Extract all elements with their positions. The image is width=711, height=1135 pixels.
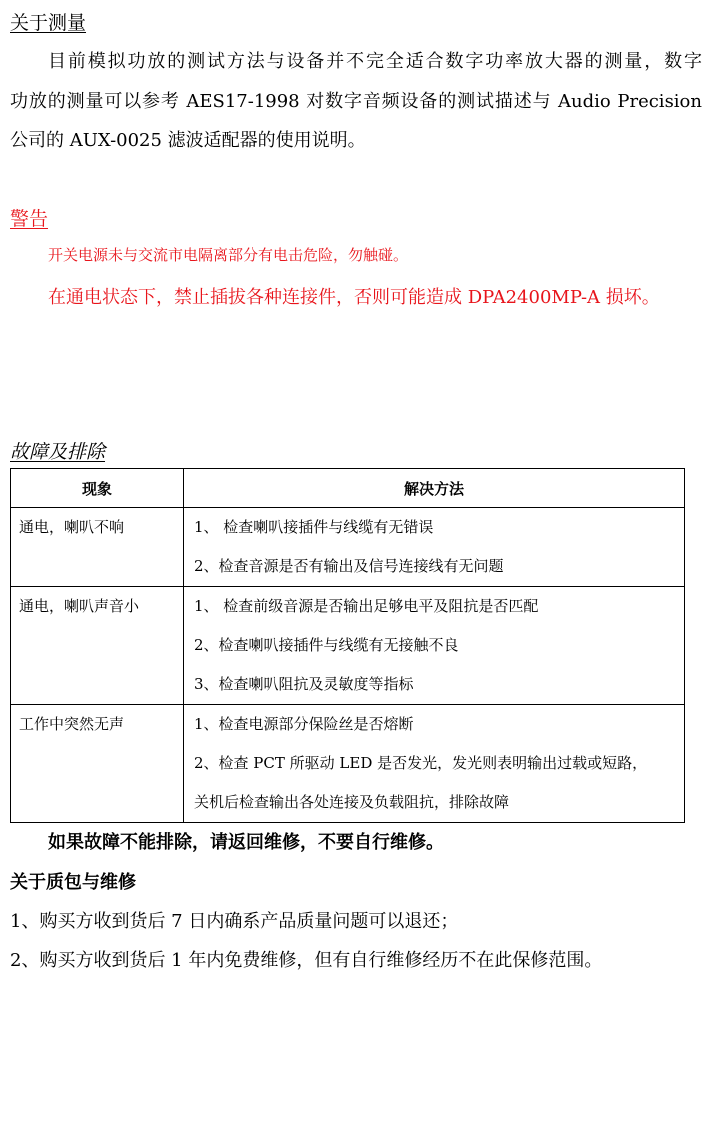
column-header-solution: 解决方法	[184, 469, 685, 508]
warranty-heading: 关于质包与维修	[10, 872, 136, 893]
table-row	[11, 705, 685, 823]
solution-line: 关机后检查输出各处连接及负载阻抗，排除故障	[194, 793, 510, 811]
solution-cell	[184, 508, 685, 587]
symptom-cell: 工作中突然无声	[11, 705, 184, 823]
warning-line-1: 开关电源未与交流市电隔离部分有电击危险，勿触碰。	[48, 246, 409, 264]
solution-line: 1、 检查喇叭接插件与线缆有无错误	[194, 518, 434, 536]
solution-line: 2、检查喇叭接插件与线缆有无接触不良	[194, 636, 459, 654]
solution-cell	[184, 587, 685, 705]
repair-note: 如果故障不能排除，请返回维修，不要自行维修。	[48, 832, 444, 853]
about-measurement-line-1: 目前模拟功放的测试方法与设备并不完全适合数字功率放大器的测量，数字	[48, 51, 702, 72]
warning-line-2: 在通电状态下，禁止插拔各种连接件，否则可能造成 DPA2400MP-A 损坏。	[48, 287, 660, 308]
solution-line: 2、检查音源是否有输出及信号连接线有无问题	[194, 557, 504, 575]
warning-heading: 警告	[10, 208, 49, 230]
solution-line: 2、检查 PCT 所驱动 LED 是否发光，发光则表明输出过载或短路，	[194, 754, 648, 772]
troubleshooting-heading: 故障及排除	[10, 441, 106, 463]
warranty-item-1: 1、购买方收到货后 7 日内确系产品质量问题可以退还；	[10, 911, 459, 932]
solution-cell	[184, 705, 685, 823]
solution-line: 1、 检查前级音源是否输出足够电平及阻抗是否匹配	[194, 597, 539, 615]
about-measurement-heading: 关于测量	[10, 12, 87, 34]
table-row	[11, 508, 685, 587]
warranty-item-2: 2、购买方收到货后 1 年内免费维修，但有自行维修经历不在此保修范围。	[10, 950, 603, 971]
table-header-row	[11, 469, 685, 508]
solution-line: 1、检查电源部分保险丝是否熔断	[194, 715, 414, 733]
symptom-cell: 通电，喇叭不响	[11, 508, 184, 587]
symptom-cell: 通电，喇叭声音小	[11, 587, 184, 705]
solution-line: 3、检查喇叭阻抗及灵敏度等指标	[194, 675, 414, 693]
troubleshooting-table	[10, 468, 685, 823]
table-row	[11, 587, 685, 705]
column-header-symptom: 现象	[11, 469, 184, 508]
about-measurement-line-3: 公司的 AUX-0025 滤波适配器的使用说明。	[10, 130, 366, 151]
about-measurement-line-2: 功放的测量可以参考 AES17-1998 对数字音频设备的测试描述与 Audio Precision	[10, 91, 702, 112]
